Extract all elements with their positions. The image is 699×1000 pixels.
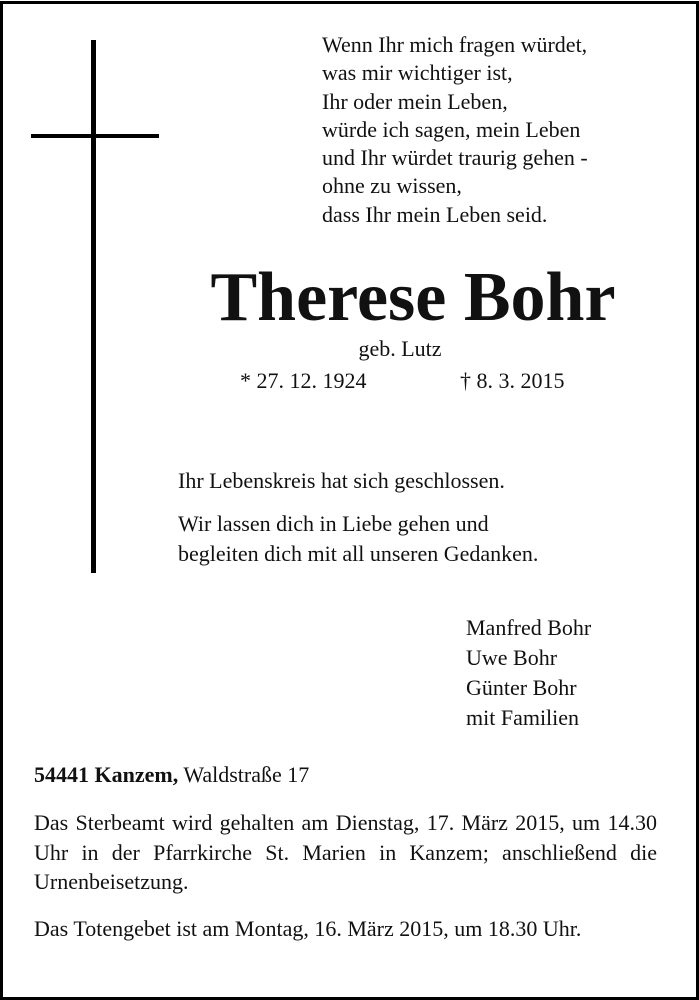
poem [322, 31, 588, 229]
birth-date: * 27. 12. 1924 [240, 368, 367, 393]
maiden-name: geb. Lutz [358, 336, 442, 361]
poem-line: würde ich sagen, mein Leben [322, 116, 581, 142]
family-member: mit Familien [466, 705, 580, 730]
poem-line: Ihr oder mein Leben, [322, 88, 508, 114]
poem-line: und Ihr würdet traurig gehen - [322, 145, 588, 171]
family-member: Uwe Bohr [466, 645, 558, 670]
poem-line: Wenn Ihr mich fragen würdet, [322, 32, 588, 57]
poem-line: dass Ihr mein Leben seid. [322, 201, 548, 227]
death-date: † 8. 3. 2015 [460, 368, 565, 393]
deceased-name: Therese Bohr [210, 259, 616, 336]
message-line: begleiten dich mit all unseren Gedanken. [178, 541, 539, 566]
poem-line: ohne zu wissen, [322, 173, 462, 199]
family-member: Günter Bohr [466, 675, 577, 700]
message-line: Wir lassen dich in Liebe gehen und [178, 511, 489, 536]
poem-line: was mir wichtiger ist, [322, 60, 513, 86]
message-block [178, 509, 538, 569]
address-place: 54441 Kanzem, [34, 762, 179, 787]
family-list [466, 613, 591, 733]
family-member: Manfred Bohr [466, 615, 592, 640]
message-line: Ihr Lebenskreis hat sich geschlossen. [178, 468, 505, 493]
prayer-info: Das Totengebet ist am Montag, 16. März 2015, um 18.30 Uhr. [34, 916, 582, 941]
address [34, 761, 309, 790]
address-street: Waldstraße 17 [183, 762, 310, 787]
cross-icon-bar [31, 134, 159, 138]
service-info: Das Sterbeamt wird gehalten am Dienstag, 17. März 2015, um 14.30 Uhr in der Pfarrkirche St. Marien in Kanzem; anschließend die Urnenbeisetzung. [34, 810, 657, 894]
